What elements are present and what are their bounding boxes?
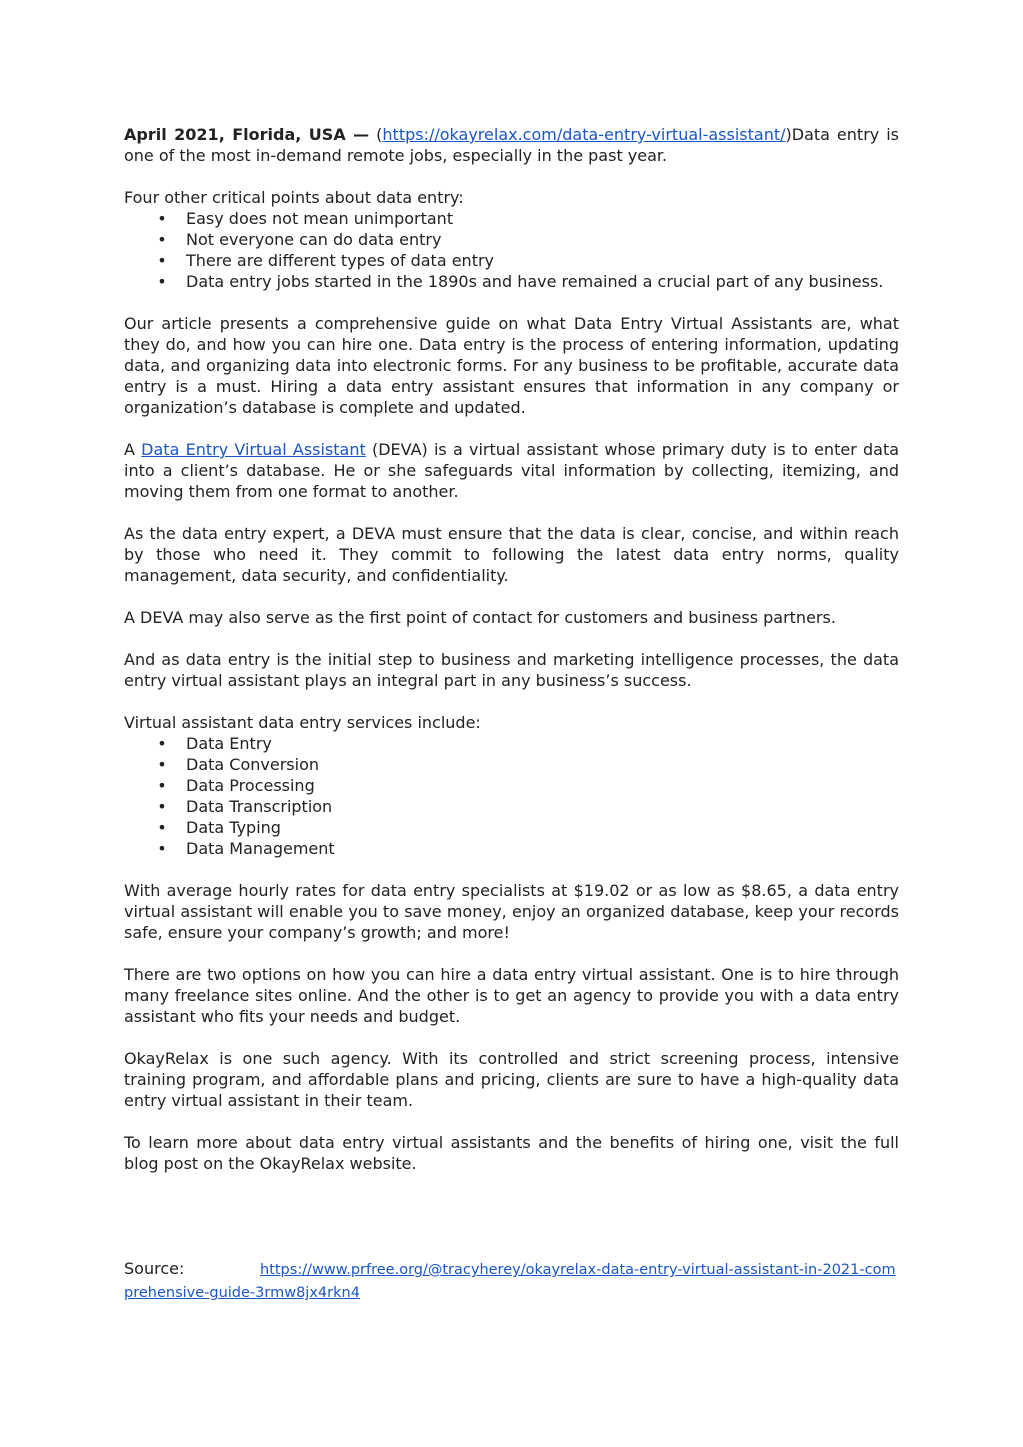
services-intro: Virtual assistant data entry services include:	[124, 713, 481, 732]
learn-more-paragraph: To learn more about data entry virtual assistants and the benefits of hiring one, visit the full blog post on the OkayRelax website.	[124, 1133, 899, 1173]
list-item: • Easy does not mean unimportant	[157, 209, 454, 228]
rates-paragraph: With average hourly rates for data entry specialists at $19.02 or as low as $8.65, a data entry virtual assistant will enable you to save money, enjoy an organized database, keep your records safe, ensure your company’s growth; and more!	[124, 881, 899, 942]
list-item: • Data Transcription	[157, 797, 333, 816]
bullet-icon: •	[157, 272, 167, 291]
lead-text: Data entry is one of the most in-demand remote jobs, especially in the past year.	[124, 125, 899, 165]
bullet-icon: •	[157, 251, 167, 270]
points-list	[124, 208, 899, 292]
bullet-icon: •	[157, 818, 167, 837]
bullet-icon: •	[157, 755, 167, 774]
list-item: • Not everyone can do data entry	[157, 230, 442, 249]
list-item: • Data Processing	[157, 776, 315, 795]
bullet-icon: •	[157, 797, 167, 816]
points-intro: Four other critical points about data entry:	[124, 188, 464, 207]
bullet-icon: •	[157, 209, 167, 228]
open-paren: (	[376, 125, 383, 144]
lead-paragraph	[124, 124, 899, 166]
spacer	[124, 1195, 899, 1258]
list-item: • There are different types of data entry	[157, 251, 495, 270]
deva-paragraph: A Data Entry Virtual Assistant (DEVA) is a virtual assistant whose primary duty is to enter data into a client’s database. He or she safeguards vital information by collecting, itemizing, and moving them from one format to another.	[124, 440, 900, 501]
services-list	[124, 733, 899, 859]
list-item: • Data Conversion	[157, 755, 319, 774]
contact-paragraph: A DEVA may also serve as the first point of contact for customers and business partners.	[124, 608, 836, 627]
okayrelax-article-link[interactable]: https://okayrelax.com/data-entry-virtual-assistant/	[382, 125, 786, 144]
document-page	[124, 124, 899, 1325]
agency-paragraph: OkayRelax is one such agency. With its controlled and strict screening process, intensive training program, and affordable plans and pricing, clients are sure to have a high-quality data entry virtual assistant in their team.	[124, 1049, 899, 1110]
list-item: • Data Typing	[157, 818, 281, 837]
list-item: • Data Entry	[157, 734, 272, 753]
bullet-icon: •	[157, 839, 167, 858]
deva-link[interactable]: Data Entry Virtual Assistant	[141, 440, 366, 459]
expert-paragraph: As the data entry expert, a DEVA must ensure that the data is clear, concise, and within reach by those who need it. They commit to following the latest data entry norms, quality management, data security, and confidentiality.	[124, 524, 899, 585]
source-line	[124, 1258, 899, 1304]
list-item: • Data Management	[157, 839, 335, 858]
options-paragraph: There are two options on how you can hire a data entry virtual assistant. One is to hire through many freelance sites online. And the other is to get an agency to provide you with a data entry assistant who fits your needs and budget.	[124, 965, 899, 1026]
dateline: April 2021, Florida, USA —	[124, 125, 370, 144]
source-label: Source:	[124, 1259, 185, 1278]
close-paren: )	[785, 125, 792, 144]
list-item: • Data entry jobs started in the 1890s and have remained a crucial part of any business.	[157, 272, 884, 291]
source-link[interactable]: https://www.prfree.org/@tracyherey/okayrelax-data-entry-virtual-assistant-in-2021-comprehensive-guide-3rmw8jx4rkn4	[124, 1262, 896, 1301]
bullet-icon: •	[157, 230, 167, 249]
intelligence-paragraph: And as data entry is the initial step to business and marketing intelligence processes, the data entry virtual assistant plays an integral part in any business’s success.	[124, 650, 899, 690]
bullet-icon: •	[157, 776, 167, 795]
bullet-icon: •	[157, 734, 167, 753]
guide-paragraph: Our article presents a comprehensive guide on what Data Entry Virtual Assistants are, what they do, and how you can hire one. Data entry is the process of entering information, updating data, and organizing data into electronic forms. For any business to be profitable, accurate data entry is a must. Hiring a data entry assistant ensures that information in any company or organization’s database is complete and updated.	[124, 314, 899, 417]
